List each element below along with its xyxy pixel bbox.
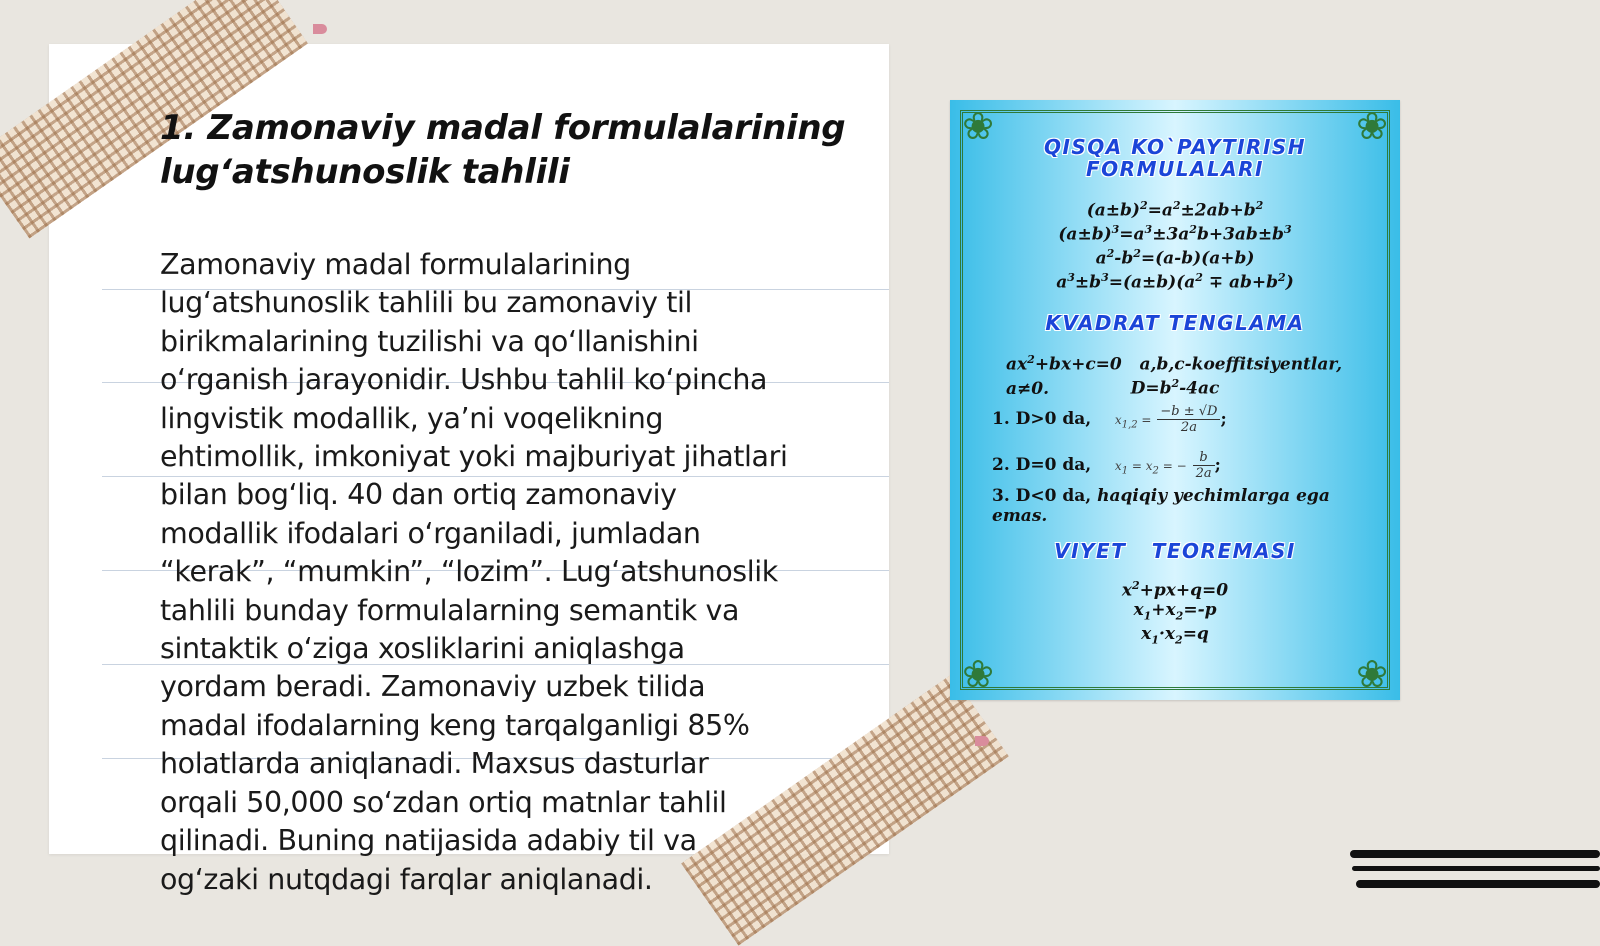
body-line: o‘rganish jarayonidir. Ushbu tahlil ko‘pincha: [160, 363, 768, 397]
decorative-stripe: [1352, 866, 1600, 871]
title-line: 1. Zamonaviy madal formulalarining: [160, 108, 846, 148]
body-line: lug‘atshunoslik tahlili bu zamonaviy til: [160, 286, 693, 320]
poster-heading-vieta: VIYET TEOREMASI: [1054, 539, 1296, 563]
body-line: “kerak”, “mumkin”, “lozim”. Lug‘atshunoslik: [160, 555, 778, 589]
body-line: sintaktik o‘ziga xosliklarini aniqlashga: [160, 632, 685, 666]
body-line: ehtimollik, imkoniyat yoki majburiyat jihatlari: [160, 440, 788, 474]
roots-label: $x_1 = x_2$ = −: [1114, 459, 1187, 477]
body-line: qilinadi. Buning natijasida adabiy til va: [160, 824, 697, 858]
case-label: 2. D=0 da,: [992, 455, 1092, 475]
case-label: 3. D<0 da,: [992, 486, 1092, 506]
body-line: madal ifodalarning keng tarqalganligi 85%: [160, 708, 750, 742]
case-negative-discriminant: [992, 486, 1382, 526]
ornament-icon: ❀: [962, 104, 994, 148]
formula-cube: $(a\pm b)^3=a^3\pm 3a^2b+3ab\pm b^3$: [1058, 223, 1292, 245]
slide-title: [160, 106, 850, 194]
fraction-numerator: b: [1193, 450, 1215, 466]
decorative-stripe: [1350, 850, 1600, 858]
formula-vieta-equation: $x^2+px+q=0$: [1121, 579, 1229, 601]
body-line: yordam beradi. Zamonaviy uzbek tilida: [160, 670, 706, 704]
formula-diff-squares: $a^2-b^2=(a-b)(a+b)$: [1095, 247, 1255, 269]
tape-tip: [975, 736, 989, 746]
heading-line: QISQA KO`PAYTIRISH: [1043, 135, 1307, 159]
body-line: lingvistik modallik, ya’ni voqelikning: [160, 401, 664, 435]
formula-discriminant: $D=b^2-4ac$: [1130, 377, 1220, 399]
body-line: modallik ifodalari o‘rganiladi, jumladan: [160, 516, 701, 550]
fraction-denominator: 2a: [1180, 420, 1197, 435]
formula-quadratic: $ax^2+bx+c=0$ a,b,c-koeffitsiyentlar, a≠0.: [1006, 353, 1343, 399]
formula-vieta-product: $x_1\cdot x_2=q$: [1141, 624, 1209, 647]
case-label: 1. D>0 da,: [992, 409, 1092, 429]
body-line: Zamonaviy madal formulalarining: [160, 248, 631, 281]
roots-fraction: [1193, 450, 1215, 481]
tape-tip: [313, 24, 327, 34]
heading-line: FORMULALARI: [1086, 157, 1264, 181]
body-line: orqali 50,000 so‘zdan ortiq matnlar tahlil: [160, 785, 727, 819]
title-line: lug‘atshunoslik tahlili: [160, 152, 570, 192]
poster-heading-formulas: [950, 136, 1400, 180]
case-text: haqiqiy yechimlarga ega emas.: [992, 486, 1330, 526]
body-paragraph: [160, 246, 850, 899]
body-line: birikmalarining tuzilishi va qo‘llanishini: [160, 324, 699, 358]
quadratic-coefficients: a,b,c-koeffitsiyentlar, a≠0.: [1006, 354, 1343, 399]
ornament-icon: ❀: [962, 652, 994, 696]
ornament-icon: ❀: [1356, 652, 1388, 696]
formula-square: $(a\pm b)^2=a^2\pm 2ab+b^2$: [1086, 199, 1264, 221]
body-line: tahlili bunday formulalarning semantik va: [160, 593, 740, 627]
case-zero-discriminant: 2. D=0 da, $x_1 = x_2$ = − $\frac{b}{2a}$ ;: [992, 450, 1221, 481]
formula-vieta-sum: $x_1+x_2=-p$: [1133, 600, 1217, 623]
body-line: og‘zaki nutqdagi farqlar aniqlanadi.: [160, 862, 653, 896]
body-line: holatlarda aniqlanadi. Maxsus dasturlar: [160, 747, 709, 781]
formula-sum-cubes: $a^3\pm b^3=(a\pm b)(a^2 \mp ab+b^2)$: [1056, 271, 1294, 293]
formula-poster: [950, 100, 1400, 700]
body-line: bilan bog‘liq. 40 dan ortiq zamonaviy: [160, 478, 677, 512]
fraction-numerator: −b ± √D: [1157, 404, 1220, 420]
ornament-icon: ❀: [1356, 104, 1388, 148]
case-positive-discriminant: 1. D>0 da, $x_{1,2}$ = $\frac{-b \pm √D}{2a}$ ;: [992, 404, 1227, 435]
roots-fraction: [1157, 404, 1220, 435]
decorative-stripe: [1356, 880, 1600, 888]
roots-label: $x_{1,2}$ =: [1114, 413, 1152, 431]
poster-heading-quadratic: KVADRAT TENGLAMA: [1045, 311, 1305, 335]
fraction-denominator: 2a: [1195, 466, 1212, 481]
